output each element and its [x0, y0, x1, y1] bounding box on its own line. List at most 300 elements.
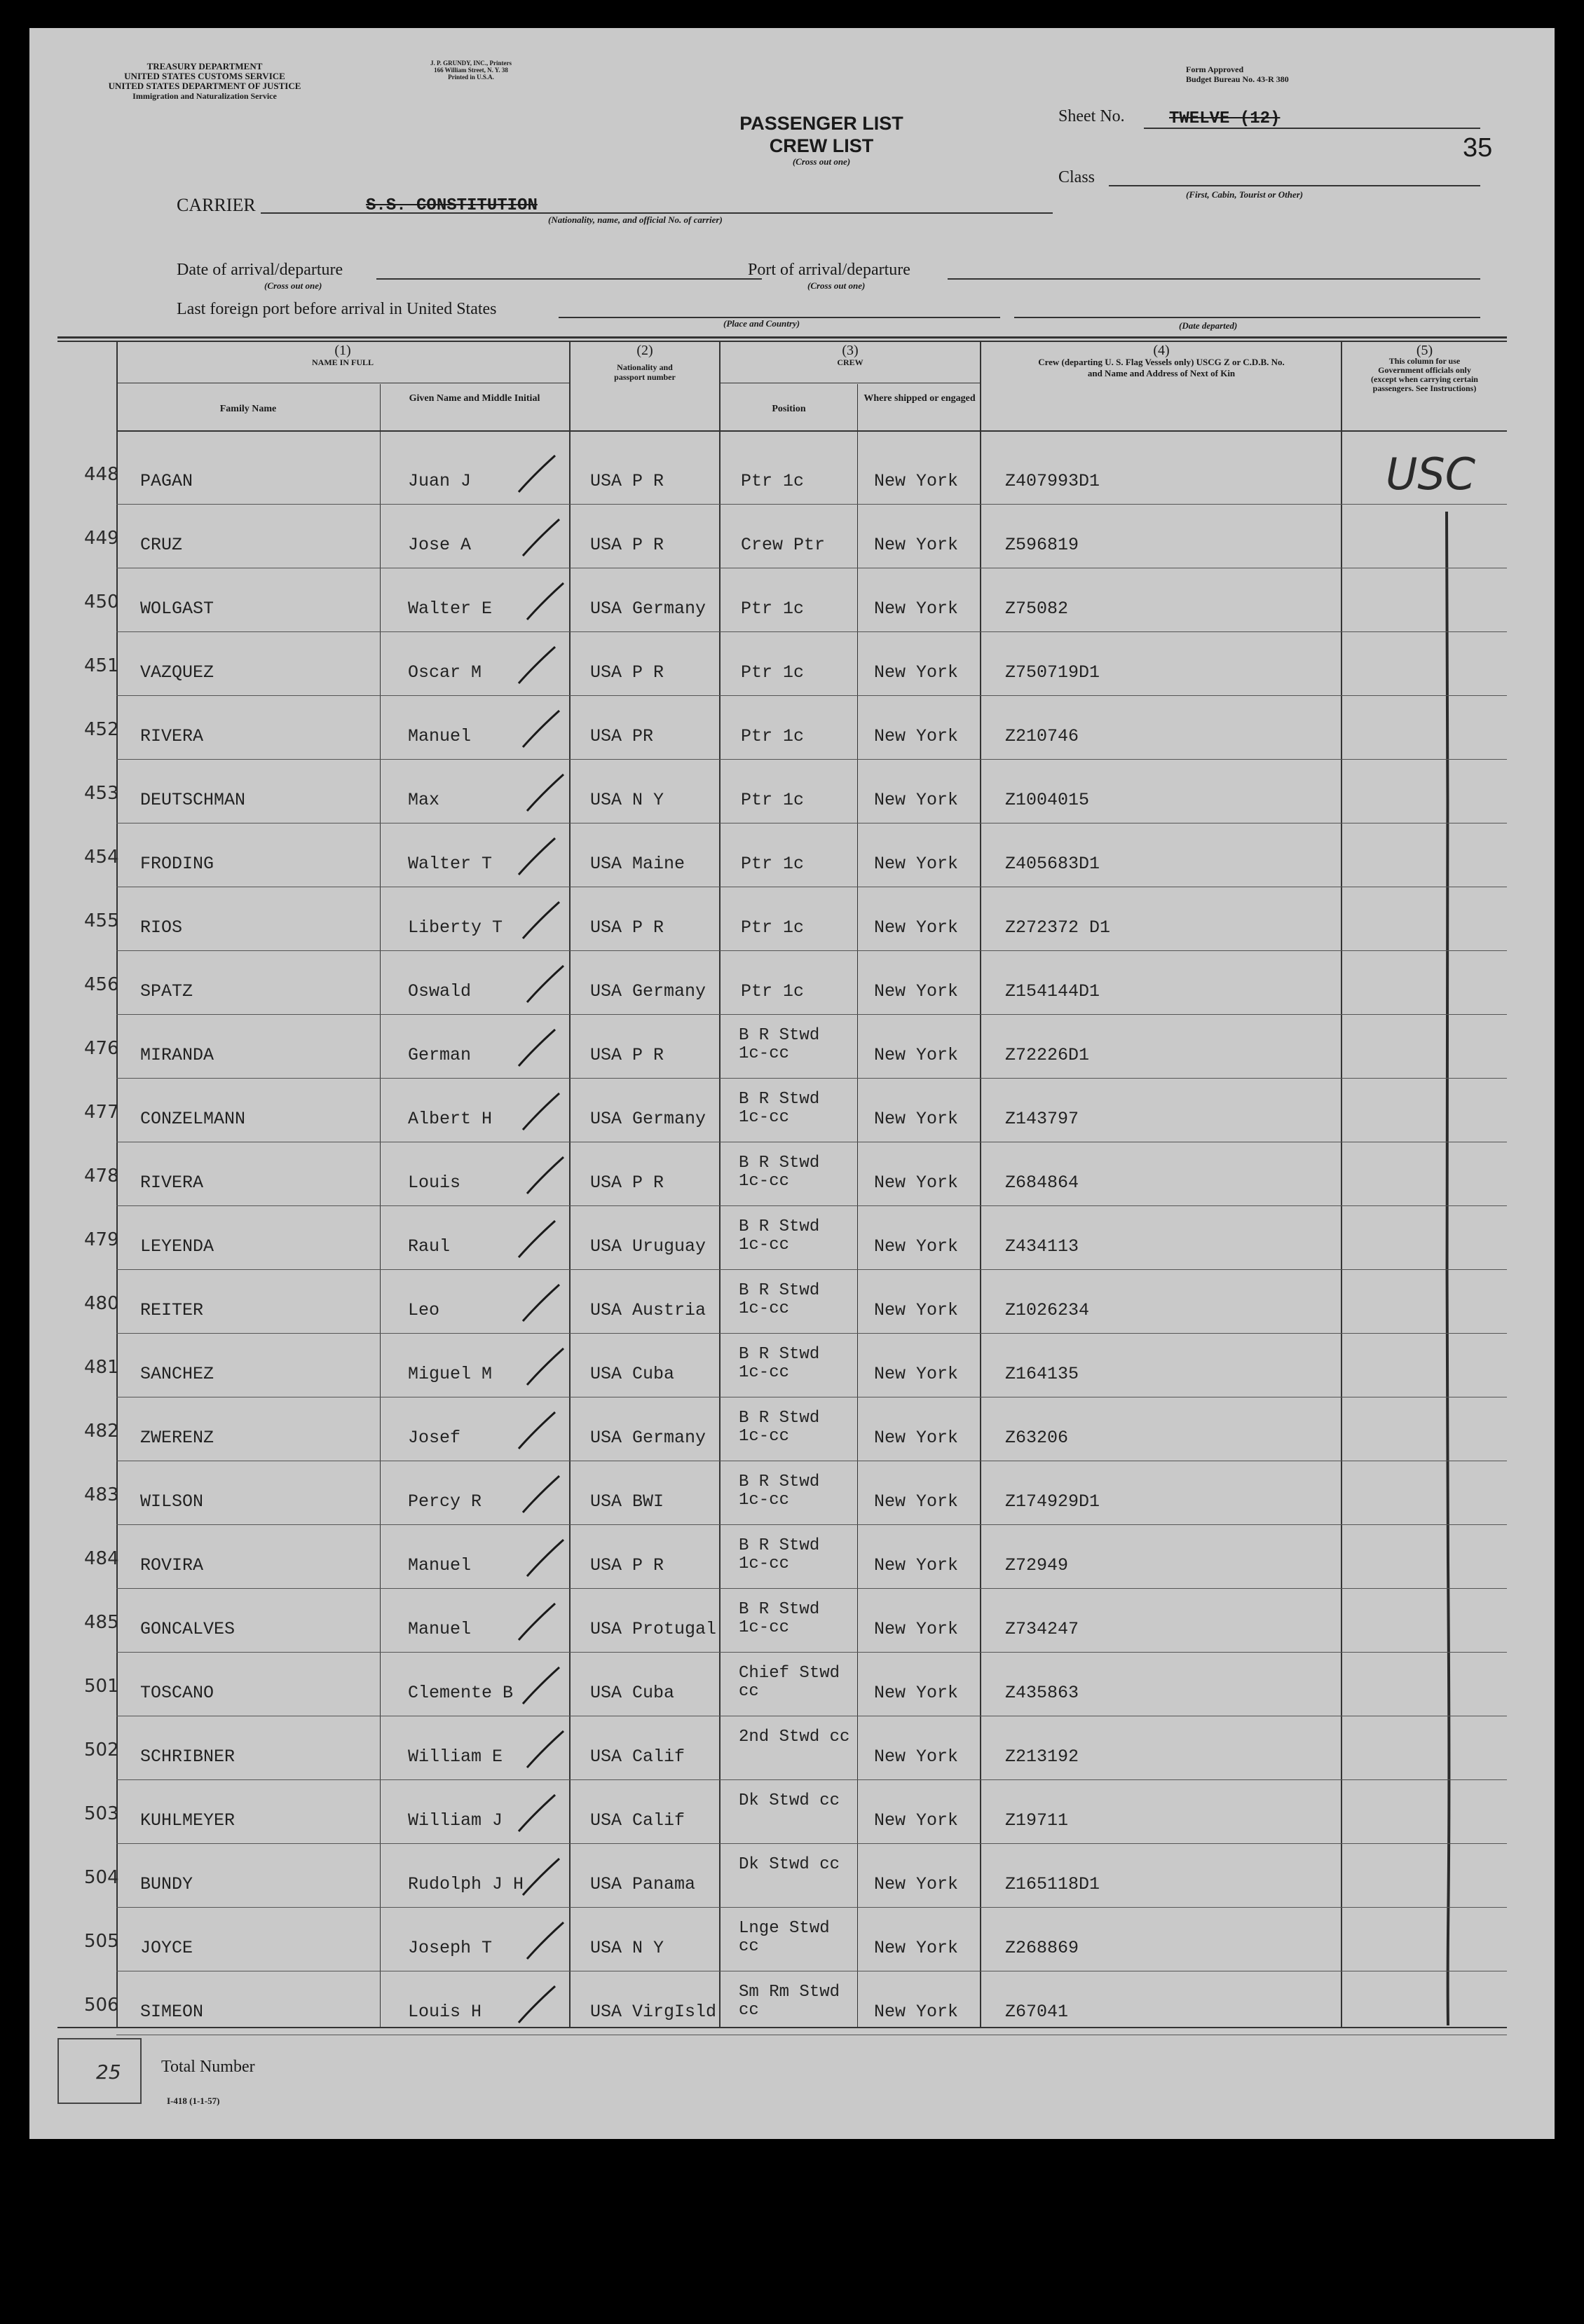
crew-number-cell: Z750719D1 — [1005, 662, 1100, 683]
where-shipped-cell: New York — [874, 1747, 959, 1767]
given-name-cell: Walter T — [408, 854, 493, 874]
page-number: 35 — [1463, 133, 1493, 163]
row-number: 480 — [84, 1293, 119, 1314]
document-sheet — [29, 28, 1555, 2139]
family-name-cell: RIOS — [140, 917, 183, 938]
crew-number-cell: Z174929D1 — [1005, 1491, 1100, 1512]
col4-title: Crew (departing U. S. Flag Vessels only) USCG Z or C.D.B. No. and Name and Address of Next of Kin — [1038, 357, 1285, 378]
table-row — [29, 633, 1555, 696]
where-shipped-cell: New York — [874, 854, 959, 874]
carrier-note: (Nationality, name, and official No. of carrier) — [548, 214, 723, 225]
where-shipped-cell: New York — [874, 535, 959, 555]
printer-line: Printed in U.S.A. — [448, 74, 494, 81]
check-mark-icon — [513, 833, 562, 882]
col2-number: (2) — [636, 343, 653, 358]
where-shipped-cell: New York — [874, 1938, 959, 1958]
check-mark-icon — [521, 769, 571, 818]
col2-title: Nationality and passport number — [614, 362, 676, 382]
row-number: 452 — [84, 719, 119, 740]
given-name-cell: Rudolph J H — [408, 1874, 524, 1894]
table-row — [29, 1334, 1555, 1397]
family-name-cell: KUHLMEYER — [140, 1810, 235, 1831]
nationality-cell: USA P R — [590, 917, 664, 938]
position-cell: B R Stwd 1c-cc — [739, 1600, 820, 1637]
row-number: 481 — [84, 1357, 119, 1378]
position-cell: Ptr 1c — [741, 790, 805, 810]
row-number: 456 — [84, 974, 119, 995]
where-shipped-cell: New York — [874, 1109, 959, 1129]
nationality-cell: USA P R — [590, 1045, 664, 1065]
check-mark-icon — [517, 1279, 566, 1328]
family-name-cell: SANCHEZ — [140, 1364, 214, 1384]
crew-number-cell: Z596819 — [1005, 535, 1079, 555]
form-line: Form Approved — [1186, 64, 1244, 74]
given-name-cell: Manuel — [408, 726, 472, 746]
table-row — [29, 1845, 1555, 1908]
row-rule — [116, 1652, 1507, 1653]
table-row — [29, 1398, 1555, 1461]
table-row — [29, 1653, 1555, 1716]
check-mark-icon — [513, 1024, 562, 1073]
crew-number-cell: Z268869 — [1005, 1938, 1079, 1958]
given-name-cell: Jose A — [408, 535, 472, 555]
row-number: 479 — [84, 1229, 119, 1250]
row-rule — [116, 950, 1507, 951]
row-number: 503 — [84, 1803, 119, 1824]
crew-number-cell: Z405683D1 — [1005, 854, 1100, 874]
where-shipped-cell: New York — [874, 981, 959, 1002]
family-name-cell: DEUTSCHMAN — [140, 790, 246, 810]
where-shipped-cell: New York — [874, 1619, 959, 1639]
where-shipped-cell: New York — [874, 1428, 959, 1448]
agency-line: TREASURY DEPARTMENT — [146, 61, 263, 71]
family-name-cell: TOSCANO — [140, 1683, 214, 1703]
family-name-cell: ZWERENZ — [140, 1428, 214, 1448]
family-name-cell: RIVERA — [140, 726, 204, 746]
class-label: Class — [1058, 168, 1095, 186]
row-number: 453 — [84, 783, 119, 804]
row-number: 482 — [84, 1421, 119, 1442]
crew-number-cell: Z19711 — [1005, 1810, 1069, 1831]
sheet-value: TWELVE (12) — [1169, 109, 1281, 128]
check-mark-icon — [521, 1343, 571, 1392]
nationality-cell: USA P R — [590, 1173, 664, 1193]
given-name-cell: Louis — [408, 1173, 461, 1193]
position-cell: B R Stwd 1c-cc — [739, 1472, 820, 1510]
row-rule — [116, 631, 1507, 632]
where-shipped-cell: New York — [874, 790, 959, 810]
check-mark-icon — [521, 1917, 571, 1966]
where-shipped-cell: New York — [874, 2002, 959, 2022]
where-shipped-cell: New York — [874, 1874, 959, 1894]
given-name-cell: William J — [408, 1810, 503, 1831]
crew-number-cell: Z734247 — [1005, 1619, 1079, 1639]
crew-number-cell: Z154144D1 — [1005, 981, 1100, 1002]
col4-header — [983, 345, 1340, 379]
table-row — [29, 1271, 1555, 1334]
crew-number-cell: Z435863 — [1005, 1683, 1079, 1703]
check-mark-icon — [513, 641, 562, 690]
class-line — [1109, 185, 1480, 186]
family-name-header: Family Name — [219, 404, 277, 414]
nationality-cell: USA Calif — [590, 1747, 685, 1767]
family-name-cell: JOYCE — [140, 1938, 193, 1958]
col3-header — [721, 345, 980, 369]
place-note: (Place and Country) — [723, 318, 800, 329]
nationality-cell: USA Panama — [590, 1874, 696, 1894]
crew-number-cell: Z1004015 — [1005, 790, 1090, 810]
position-cell: B R Stwd 1c-cc — [739, 1345, 820, 1382]
given-name-cell: Albert H — [408, 1109, 493, 1129]
row-rule — [116, 1269, 1507, 1270]
nationality-cell: USA PR — [590, 726, 654, 746]
col5-header — [1342, 345, 1507, 393]
crew-number-cell: Z72949 — [1005, 1555, 1069, 1575]
check-mark-icon — [517, 1853, 566, 1902]
where-shipped-cell: New York — [874, 1173, 959, 1193]
arrival-label: Date of arrival/departure — [177, 261, 343, 279]
table-row — [29, 1781, 1555, 1844]
given-name-cell: Joseph T — [408, 1938, 493, 1958]
table-row — [29, 1717, 1555, 1780]
given-name-cell: Manuel — [408, 1619, 472, 1639]
check-mark-icon — [521, 960, 571, 1009]
nationality-cell: USA Protugal — [590, 1619, 717, 1639]
row-rule — [116, 1779, 1507, 1780]
table-row — [29, 1972, 1555, 2035]
foreign-port-label: Last foreign port before arrival in United States — [177, 300, 497, 318]
nationality-cell: USA P R — [590, 535, 664, 555]
family-name-cell: GONCALVES — [140, 1619, 235, 1639]
crew-number-cell: Z213192 — [1005, 1747, 1079, 1767]
table-top-rule — [57, 336, 1507, 339]
row-number: 504 — [84, 1867, 119, 1888]
position-cell: 2nd Stwd cc — [739, 1728, 850, 1747]
form-code: I-418 (1-1-57) — [167, 2096, 220, 2106]
position-cell: B R Stwd 1c-cc — [739, 1154, 820, 1191]
nationality-cell: USA P R — [590, 662, 664, 683]
table-row — [29, 505, 1555, 568]
usc-annotation: USC — [1386, 449, 1476, 500]
table-row — [29, 888, 1555, 951]
position-cell: B R Stwd 1c-cc — [739, 1217, 820, 1255]
row-number: 502 — [84, 1739, 119, 1761]
nationality-cell: USA N Y — [590, 1938, 664, 1958]
position-cell: B R Stwd 1c-cc — [739, 1026, 820, 1063]
check-mark-icon — [513, 1981, 562, 2030]
given-name-cell: Louis H — [408, 2002, 482, 2022]
nationality-cell: USA Germany — [590, 599, 706, 619]
position-cell: Lnge Stwd cc — [739, 1919, 830, 1956]
port-line — [948, 278, 1480, 280]
position-cell: Dk Stwd cc — [739, 1855, 840, 1874]
crew-number-cell: Z72226D1 — [1005, 1045, 1090, 1065]
row-number: 477 — [84, 1102, 119, 1123]
given-name-cell: Miguel M — [408, 1364, 493, 1384]
position-cell: B R Stwd 1c-cc — [739, 1409, 820, 1446]
where-shipped-cell: New York — [874, 1683, 959, 1703]
class-note: (First, Cabin, Tourist or Other) — [1186, 189, 1304, 200]
carrier-label: CARRIER — [177, 195, 256, 215]
crew-number-cell: Z63206 — [1005, 1428, 1069, 1448]
row-number: 448 — [84, 464, 119, 485]
crew-number-cell: Z684864 — [1005, 1173, 1079, 1193]
given-name-cell: Walter E — [408, 599, 493, 619]
row-number: 454 — [84, 847, 119, 868]
family-name-cell: SCHRIBNER — [140, 1747, 235, 1767]
check-mark-icon — [521, 1534, 571, 1583]
row-rule — [116, 1907, 1507, 1908]
row-rule — [116, 1524, 1507, 1525]
check-mark-icon — [517, 705, 566, 754]
family-name-cell: CONZELMANN — [140, 1109, 246, 1129]
position-cell: Crew Ptr — [741, 535, 826, 555]
where-shipped-cell: New York — [874, 599, 959, 619]
nationality-cell: USA Germany — [590, 1428, 706, 1448]
nationality-cell: USA BWI — [590, 1491, 664, 1512]
position-cell: Ptr 1c — [741, 599, 805, 619]
check-mark-icon — [521, 1151, 571, 1201]
row-number: 450 — [84, 592, 119, 613]
row-number: 476 — [84, 1038, 119, 1059]
given-name-cell: William E — [408, 1747, 503, 1767]
position-cell: Ptr 1c — [741, 471, 805, 491]
nationality-cell: USA VirgIsld — [590, 2002, 717, 2022]
position-cell: Ptr 1c — [741, 662, 805, 683]
position-cell: B R Stwd 1c-cc — [739, 1090, 820, 1127]
table-top-rule-2 — [57, 341, 1507, 342]
check-mark-icon — [517, 514, 566, 563]
given-name-header: Given Name and Middle Initial — [409, 393, 540, 404]
row-rule — [116, 1588, 1507, 1589]
table-row — [29, 824, 1555, 887]
table-row — [29, 1079, 1555, 1142]
crew-number-cell: Z407993D1 — [1005, 471, 1100, 491]
where-shipped-cell: New York — [874, 1364, 959, 1384]
given-name-cell: Clemente B — [408, 1683, 514, 1703]
nationality-cell: USA Cuba — [590, 1683, 675, 1703]
position-cell: Chief Stwd cc — [739, 1664, 840, 1701]
where-shipped-header: Where shipped or engaged — [863, 393, 976, 404]
where-shipped-cell: New York — [874, 1810, 959, 1831]
col3-number: (3) — [842, 343, 859, 358]
check-mark-icon — [517, 1470, 566, 1519]
crew-number-cell: Z272372 D1 — [1005, 917, 1111, 938]
row-rule — [116, 504, 1507, 505]
check-mark-icon — [513, 1789, 562, 1838]
given-name-cell: Manuel — [408, 1555, 472, 1575]
row-number: 501 — [84, 1676, 119, 1697]
family-name-cell: LEYENDA — [140, 1236, 214, 1257]
table-row — [29, 1207, 1555, 1270]
row-number: 478 — [84, 1166, 119, 1187]
check-mark-icon — [521, 577, 571, 627]
form-approval-block — [1186, 64, 1368, 84]
table-row — [29, 1526, 1555, 1589]
check-mark-icon — [513, 1215, 562, 1264]
check-mark-icon — [513, 450, 562, 499]
row-rule — [116, 695, 1507, 696]
row-number: 451 — [84, 655, 119, 676]
position-cell: Ptr 1c — [741, 981, 805, 1002]
given-name-cell: German — [408, 1045, 472, 1065]
col5-title: This column for use Government officials only (except when carrying certain passengers. See Instructions) — [1371, 356, 1478, 393]
given-name-cell: Josef — [408, 1428, 461, 1448]
nationality-cell: USA Cuba — [590, 1364, 675, 1384]
table-row — [29, 1908, 1555, 1971]
family-name-cell: PAGAN — [140, 471, 193, 491]
where-shipped-cell: New York — [874, 471, 959, 491]
where-shipped-cell: New York — [874, 662, 959, 683]
crew-number-cell: Z165118D1 — [1005, 1874, 1100, 1894]
form-line: Budget Bureau No. 43-R 380 — [1186, 74, 1289, 84]
port-note: (Cross out one) — [807, 280, 866, 291]
check-mark-icon — [517, 1088, 566, 1137]
printer-line: 166 William Street, N. Y. 38 — [434, 67, 508, 74]
agency-line: UNITED STATES DEPARTMENT OF JUSTICE — [108, 81, 301, 91]
given-name-cell: Liberty T — [408, 917, 503, 938]
agency-line: UNITED STATES CUSTOMS SERVICE — [124, 71, 285, 81]
col1-number: (1) — [334, 343, 351, 358]
table-row — [29, 952, 1555, 1015]
check-mark-icon — [521, 1725, 571, 1775]
table-row — [29, 569, 1555, 632]
family-name-cell: VAZQUEZ — [140, 662, 214, 683]
title-block — [681, 112, 962, 167]
agency-block — [57, 62, 352, 101]
row-rule — [116, 1014, 1507, 1015]
nationality-cell: USA N Y — [590, 790, 664, 810]
position-cell: Ptr 1c — [741, 726, 805, 746]
row-rule — [116, 1333, 1507, 1334]
given-name-cell: Juan J — [408, 471, 472, 491]
row-number: 455 — [84, 910, 119, 931]
carrier-value: S.S. CONSTITUTION — [366, 196, 538, 215]
crew-number-cell: Z434113 — [1005, 1236, 1079, 1257]
col1-title: NAME IN FULL — [311, 357, 374, 367]
table-row — [29, 1590, 1555, 1653]
family-name-cell: SPATZ — [140, 981, 193, 1002]
check-mark-icon — [517, 896, 566, 945]
col3-title: CREW — [837, 357, 863, 367]
row-number: 483 — [84, 1484, 119, 1505]
nationality-cell: USA Calif — [590, 1810, 685, 1831]
where-shipped-cell: New York — [874, 917, 959, 938]
family-name-cell: SIMEON — [140, 2002, 204, 2022]
row-rule — [116, 1843, 1507, 1844]
nationality-cell: USA P R — [590, 471, 664, 491]
nationality-cell: USA Germany — [590, 981, 706, 1002]
table-row — [29, 697, 1555, 760]
position-cell: Ptr 1c — [741, 854, 805, 874]
total-value: 25 — [96, 2060, 121, 2084]
sheet-label: Sheet No. — [1058, 107, 1125, 125]
table-row — [29, 442, 1555, 505]
table-row — [29, 1462, 1555, 1525]
nationality-cell: USA Germany — [590, 1109, 706, 1129]
family-name-cell: MIRANDA — [140, 1045, 214, 1065]
row-number: 449 — [84, 528, 119, 549]
crew-number-cell: Z164135 — [1005, 1364, 1079, 1384]
given-name-cell: Oscar M — [408, 662, 482, 683]
where-shipped-cell: New York — [874, 1555, 959, 1575]
col2-header — [571, 345, 719, 382]
family-name-cell: ROVIRA — [140, 1555, 204, 1575]
where-shipped-cell: New York — [874, 1045, 959, 1065]
family-name-cell: WILSON — [140, 1491, 204, 1512]
row-number: 505 — [84, 1931, 119, 1952]
table-row — [29, 760, 1555, 823]
row-number: 485 — [84, 1612, 119, 1633]
date-departed-line — [1014, 317, 1480, 318]
where-shipped-cell: New York — [874, 1300, 959, 1320]
nationality-cell: USA P R — [590, 1555, 664, 1575]
nationality-cell: USA Austria — [590, 1300, 706, 1320]
title-passenger-list: PASSENGER LIST — [739, 113, 903, 134]
row-rule — [116, 1205, 1507, 1206]
row-number: 506 — [84, 1995, 119, 2016]
col5-number: (5) — [1416, 343, 1433, 358]
total-label: Total Number — [161, 2058, 255, 2076]
table-row — [29, 1143, 1555, 1206]
title-note: (Cross out one) — [792, 156, 851, 167]
header-bottom-rule — [116, 430, 1507, 432]
arrival-note: (Cross out one) — [264, 280, 322, 291]
printer-line: J. P. GRUNDY, INC., Printers — [430, 60, 512, 67]
where-shipped-cell: New York — [874, 726, 959, 746]
table-row — [29, 1016, 1555, 1079]
family-name-cell: FRODING — [140, 854, 214, 874]
crew-number-cell: Z143797 — [1005, 1109, 1079, 1129]
crew-number-cell: Z75082 — [1005, 599, 1069, 619]
given-name-cell: Percy R — [408, 1491, 482, 1512]
where-shipped-cell: New York — [874, 1491, 959, 1512]
position-cell: B R Stwd 1c-cc — [739, 1536, 820, 1573]
check-mark-icon — [513, 1407, 562, 1456]
check-mark-icon — [517, 1662, 566, 1711]
row-rule — [116, 759, 1507, 760]
position-header: Position — [772, 404, 806, 414]
family-name-cell: CRUZ — [140, 535, 183, 555]
family-name-cell: WOLGAST — [140, 599, 214, 619]
crew-number-cell: Z1026234 — [1005, 1300, 1090, 1320]
row-number: 484 — [84, 1548, 119, 1569]
title-crew-list: CREW LIST — [769, 135, 874, 156]
family-name-cell: REITER — [140, 1300, 204, 1320]
date-departed-note: (Date departed) — [1179, 320, 1238, 331]
position-cell: B R Stwd 1c-cc — [739, 1281, 820, 1318]
position-cell: Dk Stwd cc — [739, 1791, 840, 1810]
printer-block — [394, 60, 548, 81]
position-cell: Sm Rm Stwd cc — [739, 1983, 840, 2020]
row-rule — [116, 1078, 1507, 1079]
nationality-cell: USA Maine — [590, 854, 685, 874]
given-name-cell: Max — [408, 790, 440, 810]
family-name-cell: BUNDY — [140, 1874, 193, 1894]
where-shipped-cell: New York — [874, 1236, 959, 1257]
port-label: Port of arrival/departure — [748, 261, 910, 279]
agency-line: Immigration and Naturalization Service — [132, 91, 277, 101]
given-name-cell: Oswald — [408, 981, 472, 1002]
crew-number-cell: Z67041 — [1005, 2002, 1069, 2022]
crew-number-cell: Z210746 — [1005, 726, 1079, 746]
given-name-cell: Raul — [408, 1236, 451, 1257]
col4-number: (4) — [1153, 343, 1170, 358]
arrival-line — [376, 278, 762, 280]
position-cell: Ptr 1c — [741, 917, 805, 938]
col1-header — [116, 345, 569, 369]
family-name-cell: RIVERA — [140, 1173, 204, 1193]
